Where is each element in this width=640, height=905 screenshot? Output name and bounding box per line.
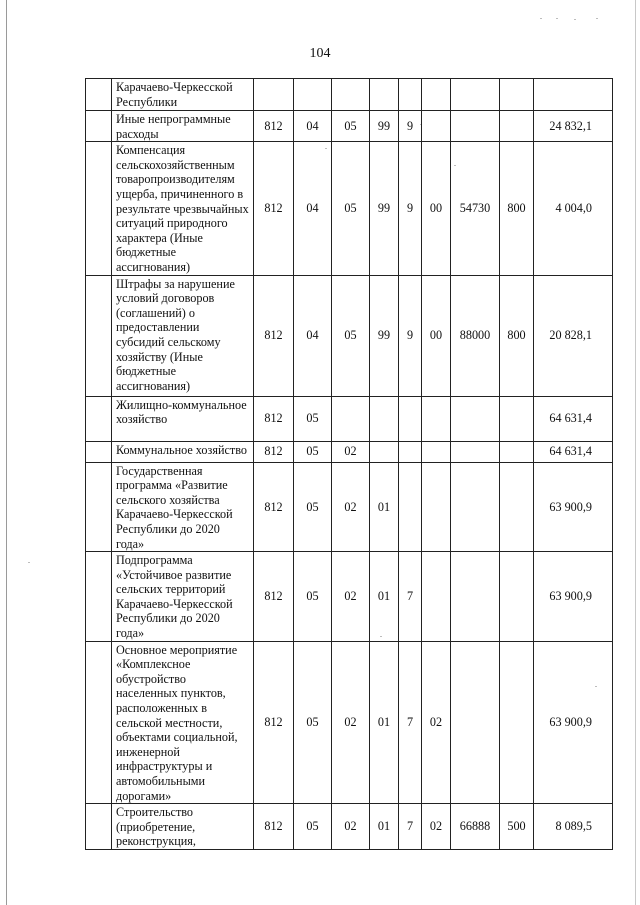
program-code-cell: 01 xyxy=(370,804,399,850)
amount-cell: 4 004,0 xyxy=(534,142,613,275)
program-code-cell: 01 xyxy=(370,552,399,642)
expense-code-cell xyxy=(451,441,500,462)
direction-code-cell: 00 xyxy=(422,142,451,275)
row-marker-cell xyxy=(86,396,112,441)
scan-speck xyxy=(28,562,30,563)
expense-code-cell xyxy=(451,552,500,642)
row-name-cell: Жилищно-коммунальное хозяйство xyxy=(112,396,254,441)
program-code-cell: 99 xyxy=(370,275,399,396)
program-code-cell xyxy=(370,396,399,441)
direction-code-cell xyxy=(422,462,451,552)
subprogram-code-cell xyxy=(399,462,422,552)
amount-cell: 63 900,9 xyxy=(534,552,613,642)
table-row xyxy=(86,396,613,441)
direction-code-cell: 02 xyxy=(422,804,451,850)
table-row xyxy=(86,641,613,804)
ministry-code-cell: 812 xyxy=(254,275,294,396)
table-row xyxy=(86,804,613,850)
row-name-cell: Подпрограмма «Устойчивое развитие сельских территорий Карачаево-Черкесской Республики до 2020 года» xyxy=(112,552,254,642)
amount-cell xyxy=(534,79,613,111)
direction-code-cell xyxy=(422,111,451,142)
subprogram-code-cell: 9 xyxy=(399,142,422,275)
subprogram-code-cell: 9 xyxy=(399,111,422,142)
section-code-cell: 05 xyxy=(294,641,332,804)
row-marker-cell xyxy=(86,462,112,552)
scan-speck xyxy=(556,18,558,19)
subsection-code-cell: 05 xyxy=(332,111,370,142)
amount-cell: 8 089,5 xyxy=(534,804,613,850)
subsection-code-cell: 02 xyxy=(332,552,370,642)
expense-type-cell xyxy=(500,396,534,441)
subprogram-code-cell: 7 xyxy=(399,804,422,850)
table-row xyxy=(86,552,613,642)
row-marker-cell xyxy=(86,79,112,111)
expense-code-cell xyxy=(451,462,500,552)
row-name-cell: Компенсация сельскохозяйственным товаропроизводителям ущерба, причиненного в результате чрезвычайных ситуаций природного характера (Иные бюджетные ассигнования) xyxy=(112,142,254,275)
subsection-code-cell: 02 xyxy=(332,462,370,552)
section-code-cell: 04 xyxy=(294,142,332,275)
direction-code-cell xyxy=(422,552,451,642)
row-name-cell: Штрафы за нарушение условий договоров (соглашений) о предоставлении субсидий сельскому хозяйству (Иные бюджетные ассигнования) xyxy=(112,275,254,396)
ministry-code-cell xyxy=(254,79,294,111)
ministry-code-cell: 812 xyxy=(254,111,294,142)
expense-type-cell xyxy=(500,441,534,462)
row-marker-cell xyxy=(86,275,112,396)
program-code-cell: 99 xyxy=(370,142,399,275)
expense-type-cell xyxy=(500,79,534,111)
section-code-cell: 05 xyxy=(294,552,332,642)
program-code-cell: 99 xyxy=(370,111,399,142)
subsection-code-cell: 02 xyxy=(332,441,370,462)
amount-cell: 20 828,1 xyxy=(534,275,613,396)
row-marker-cell xyxy=(86,142,112,275)
ministry-code-cell: 812 xyxy=(254,804,294,850)
row-marker-cell xyxy=(86,804,112,850)
amount-cell: 64 631,4 xyxy=(534,441,613,462)
table-body xyxy=(86,79,613,850)
direction-code-cell: 00 xyxy=(422,275,451,396)
expense-type-cell xyxy=(500,641,534,804)
expense-code-cell xyxy=(451,396,500,441)
subsection-code-cell: 02 xyxy=(332,641,370,804)
expense-code-cell xyxy=(451,641,500,804)
ministry-code-cell: 812 xyxy=(254,142,294,275)
section-code-cell: 05 xyxy=(294,396,332,441)
subprogram-code-cell: 7 xyxy=(399,552,422,642)
expense-type-cell xyxy=(500,552,534,642)
ministry-code-cell: 812 xyxy=(254,396,294,441)
ministry-code-cell: 812 xyxy=(254,552,294,642)
expense-type-cell: 500 xyxy=(500,804,534,850)
row-name-cell: Коммунальное хозяйство xyxy=(112,441,254,462)
direction-code-cell xyxy=(422,79,451,111)
direction-code-cell xyxy=(422,396,451,441)
expense-type-cell: 800 xyxy=(500,142,534,275)
program-code-cell: 01 xyxy=(370,641,399,804)
program-code-cell xyxy=(370,441,399,462)
expense-type-cell xyxy=(500,111,534,142)
row-name-cell: Карачаево-Черкесской Республики xyxy=(112,79,254,111)
section-code-cell: 04 xyxy=(294,275,332,396)
subprogram-code-cell xyxy=(399,79,422,111)
program-code-cell xyxy=(370,79,399,111)
expense-code-cell xyxy=(451,79,500,111)
ministry-code-cell: 812 xyxy=(254,641,294,804)
scan-speck xyxy=(574,19,576,20)
amount-cell: 63 900,9 xyxy=(534,641,613,804)
table-row xyxy=(86,142,613,275)
ministry-code-cell: 812 xyxy=(254,441,294,462)
expense-type-cell xyxy=(500,462,534,552)
row-name-cell: Строительство (приобретение, реконструкция, xyxy=(112,804,254,850)
subsection-code-cell: 05 xyxy=(332,275,370,396)
scan-speck xyxy=(540,18,542,19)
page-number: 104 xyxy=(309,46,331,61)
subsection-code-cell: 02 xyxy=(332,804,370,850)
budget-table xyxy=(85,78,613,850)
amount-cell: 64 631,4 xyxy=(534,396,613,441)
ministry-code-cell: 812 xyxy=(254,462,294,552)
row-name-cell: Основное мероприятие «Комплексное обустройство населенных пунктов, расположенных в сельской местности, объектами социальной, инженерной инфраструктуры и автомобильными дорогами» xyxy=(112,641,254,804)
table-row xyxy=(86,79,613,111)
row-name-cell: Государственная программа «Развитие сельского хозяйства Карачаево-Черкесской Республики до 2020 года» xyxy=(112,462,254,552)
program-code-cell: 01 xyxy=(370,462,399,552)
scan-right-edge xyxy=(635,0,636,905)
amount-cell: 63 900,9 xyxy=(534,462,613,552)
subprogram-code-cell xyxy=(399,396,422,441)
section-code-cell: 04 xyxy=(294,111,332,142)
expense-code-cell xyxy=(451,111,500,142)
subprogram-code-cell: 7 xyxy=(399,641,422,804)
row-name-cell: Иные непрограммные расходы xyxy=(112,111,254,142)
direction-code-cell: 02 xyxy=(422,641,451,804)
row-marker-cell xyxy=(86,552,112,642)
table-row xyxy=(86,462,613,552)
row-marker-cell xyxy=(86,111,112,142)
section-code-cell: 05 xyxy=(294,462,332,552)
subprogram-code-cell: 9 xyxy=(399,275,422,396)
expense-code-cell: 66888 xyxy=(451,804,500,850)
section-code-cell: 05 xyxy=(294,441,332,462)
scan-left-edge xyxy=(6,0,7,905)
direction-code-cell xyxy=(422,441,451,462)
scan-speck xyxy=(596,18,598,19)
expense-type-cell: 800 xyxy=(500,275,534,396)
row-marker-cell xyxy=(86,441,112,462)
section-code-cell: 05 xyxy=(294,804,332,850)
table-row xyxy=(86,441,613,462)
subsection-code-cell xyxy=(332,396,370,441)
section-code-cell xyxy=(294,79,332,111)
expense-code-cell: 54730 xyxy=(451,142,500,275)
subprogram-code-cell xyxy=(399,441,422,462)
row-marker-cell xyxy=(86,641,112,804)
subsection-code-cell xyxy=(332,79,370,111)
table-row xyxy=(86,275,613,396)
table-row xyxy=(86,111,613,142)
subsection-code-cell: 05 xyxy=(332,142,370,275)
amount-cell: 24 832,1 xyxy=(534,111,613,142)
expense-code-cell: 88000 xyxy=(451,275,500,396)
